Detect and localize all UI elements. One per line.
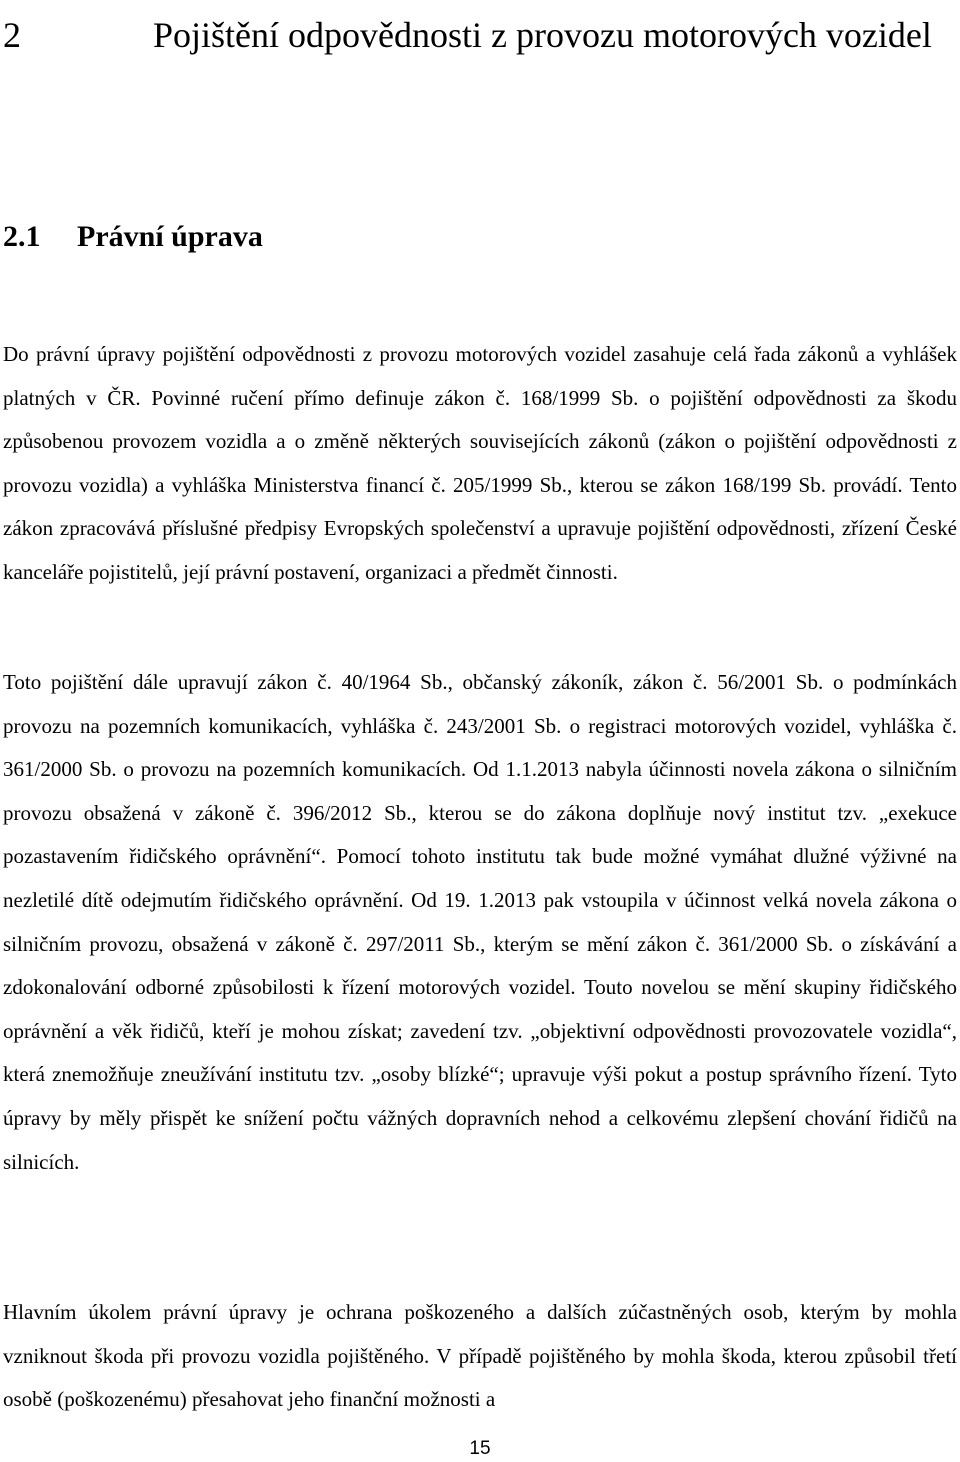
paragraph-main-purpose: Hlavním úkolem právní úpravy je ochrana poškozeného a dalších zúčastněných osob, kterým by mohla vzniknout škoda při provozu vozidla pojištěného. V případě pojištěného by mohla škoda, kterou způsobil třetí osobě (poškozenému) přesahovat jeho finanční možnosti a [3, 1300, 957, 1412]
section-number: 2.1 [3, 220, 41, 253]
page-number: 15 [469, 1438, 491, 1459]
chapter-title: Pojištění odpovědnosti z provozu motorových vozidel [153, 15, 932, 55]
section-heading [3, 215, 263, 259]
section-title: Právní úprava [77, 220, 263, 253]
chapter-number: 2 [3, 15, 21, 55]
paragraph-legal-basis: Do právní úpravy pojištění odpovědnosti z provozu motorových vozidel zasahuje celá řada zákonů a vyhlášek platných v ČR. Povinné ručení přímo definuje zákon č. 168/1999 Sb. o pojištění odpovědnosti za škodu způsobenou provozem vozidla a o změně některých souvisejících zákonů (zákon o pojištění odpovědnosti z provozu vozidla) a vyhláška Ministerstva financí č. 205/1999 Sb., kterou se zákon 168/199 Sb. provádí. Tento zákon zpracovává příslušné předpisy Evropských společenství a upravuje pojištění odpovědnosti, zřízení České kanceláře pojistitelů, její právní postavení, organizaci a předmět činnosti. [3, 342, 957, 584]
paragraph-related-laws: Toto pojištění dále upravují zákon č. 40/1964 Sb., občanský zákoník, zákon č. 56/2001 Sb. o podmínkách provozu na pozemních komunikacích, vyhláška č. 243/2001 Sb. o registraci motorových vozidel, vyhláška č. 361/2000 Sb. o provozu na pozemních komunikacích. Od 1.1.2013 nabyla účinnosti novela zákona o silničním provozu obsažená v zákoně č. 396/2012 Sb., kterou se do zákona doplňuje nový institut tzv. „exekuce pozastavením řidičského oprávnění“. Pomocí tohoto institutu tak bude možné vymáhat dlužné výživné na nezletilé dítě odejmutím řidičského oprávnění. Od 19. 1.2013 pak vstoupila v účinnost velká novela zákona o silničním provozu, obsažená v zákoně č. 297/2011 Sb., kterým se mění zákon č. 361/2000 Sb. o získávání a zdokonalování odborné způsobilosti k řízení motorových vozidel. Touto novelou se mění skupiny řidičského oprávnění a věk řidičů, kteří je mohou získat; zavedení tzv. „objektivní odpovědnosti provozovatele vozidla“, která znemožňuje zneužívání institutu tzv. „osoby blízké“; upravuje výši pokut a postup správního řízení. Tyto úpravy by měly přispět ke snížení počtu vážných dopravních nehod a celkovému zlepšení chování řidičů na silnicích. [3, 670, 957, 1174]
